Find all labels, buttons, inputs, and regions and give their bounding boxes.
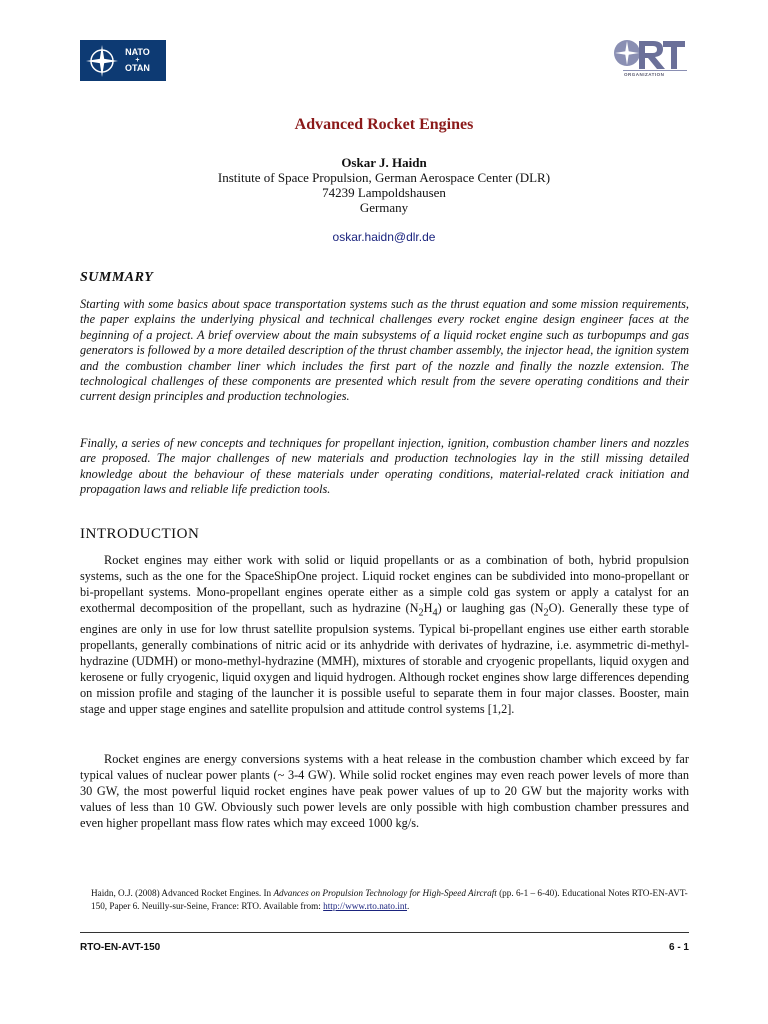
- author-postal: 74239 Lampoldshausen: [322, 185, 446, 200]
- summary-paragraph-1: Starting with some basics about space transportation systems such as the thrust equation and some mission requirements, the paper explains the underlying physical and technical challenges every rocket engine design engineer faces at the beginning of a project. A brief overview about the main subsystems of a liquid rocket engine such as turbopumps and gas generators is followed by a more detailed description of the thrust chamber assembly, the injector head, the ignition system and the combustion chamber liner which includes the first part of the nozzle and finally the nozzle extension. The technological challenges of these components are presented which result from the severe operating conditions and their current design principles and production technologies.: [80, 297, 689, 404]
- footnote-text-3: .: [407, 901, 410, 911]
- introduction-paragraph-1: [80, 552, 689, 717]
- nato-separator: +: [135, 57, 140, 64]
- author-email-link[interactable]: oskar.haidn@dlr.de: [332, 230, 436, 244]
- intro-text-c: ) or laughing gas (N: [437, 601, 544, 615]
- summary-heading: SUMMARY: [80, 270, 154, 285]
- intro-text-d: O). Generally these type of engines are only in use for low thrust satellite propulsion systems. Typical bi-propellant engines use either earth storable propellants, generally combinations of nitric acid or its anhydride with derivates of hydrazine, i.e. asymmetric di-methyl-hydrazine (UDMH) or mono-methyl-hydrazine (MMH), mixtures of storable and cryogenic propellants, liquid oxygen and kerosene or fully cryogenic, liquid oxygen and liquid hydrogen. Although rocket engines show large differences depending on mission profile and staging of the launcher it is possible useful to separate them in four major classes. Booster, main stage and upper stage engines and satellite propulsion and attitude control systems [1,2].: [80, 601, 690, 717]
- subscript-2: 2: [543, 607, 549, 619]
- author-block: [0, 155, 768, 215]
- subscript-4: 4: [432, 607, 438, 619]
- footer-document-id: RTO-EN-AVT-150: [80, 942, 161, 953]
- nato-otan-logo: [80, 40, 166, 81]
- subscript-2: 2: [418, 607, 424, 619]
- intro-text-a: Rocket engines may either work with solid or liquid propellants or as a combination of both, hybrid propulsion systems, such as the one for the SpaceShipOne project. Liquid rocket engines can be subdivided into mono-propellant or bi-propellant systems. Mono-propellant engines operate either as a simple cold gas system or apply a catalyst for an exothermal decomposition of the propellant, such as hydrazine (N: [80, 553, 689, 615]
- author-affiliation: Institute of Space Propulsion, German Aerospace Center (DLR): [217, 170, 551, 185]
- intro-text-b: H: [423, 601, 433, 615]
- introduction-heading: INTRODUCTION: [80, 526, 200, 542]
- nato-word: NATO: [125, 47, 150, 57]
- author-name: Oskar J. Haidn: [341, 155, 427, 170]
- summary-paragraph-2: Finally, a series of new concepts and techniques for propellant injection, ignition, combustion chamber liners and nozzles are proposed. The major challenges of new materials and production technologies lay in the still missing detailed knowledge about the behaviour of these materials under operating conditions, material-related crack initiation and propagation laws and reliable life prediction tools.: [80, 436, 689, 497]
- nato-compass-icon: [83, 42, 121, 80]
- footer-divider: [80, 932, 689, 933]
- footnote-text-1: Haidn, O.J. (2008) Advanced Rocket Engines. In: [91, 888, 274, 898]
- citation-footnote: [91, 887, 689, 913]
- footnote-book-title: Advances on Propulsion Technology for High-Speed Aircraft: [273, 888, 497, 898]
- rto-website-link[interactable]: http://www.rto.nato.int: [323, 901, 408, 911]
- paper-title: Advanced Rocket Engines: [294, 116, 474, 133]
- otan-word: OTAN: [125, 63, 150, 73]
- footer-page-number: 6 - 1: [668, 942, 689, 953]
- footnote-text-2: (pp. 6-1 – 6-40). Educational Notes RTO-EN-AVT-150, Paper 6. Neuilly-sur-Seine, France: RTO. Available from:: [91, 888, 688, 911]
- nato-wordmark: [125, 47, 150, 74]
- rto-organization-caption: ORGANIZATION: [624, 72, 665, 77]
- introduction-paragraph-2: Rocket engines are energy conversions systems with a heat release in the combustion chamber which exceed by far typical values of nuclear power plants (~ 3-4 GW). While solid rocket engines may even reach power levels of more than 30 GW, the most powerful liquid rocket engines have peak power values of up to 20 GW but the majority works with values of less than 10 GW. Obviously such power levels are only possible with high combustion chamber pressures and even higher propellant mass flow rates which may exceed 1000 kg/s.: [80, 752, 689, 830]
- author-country: Germany: [359, 200, 409, 215]
